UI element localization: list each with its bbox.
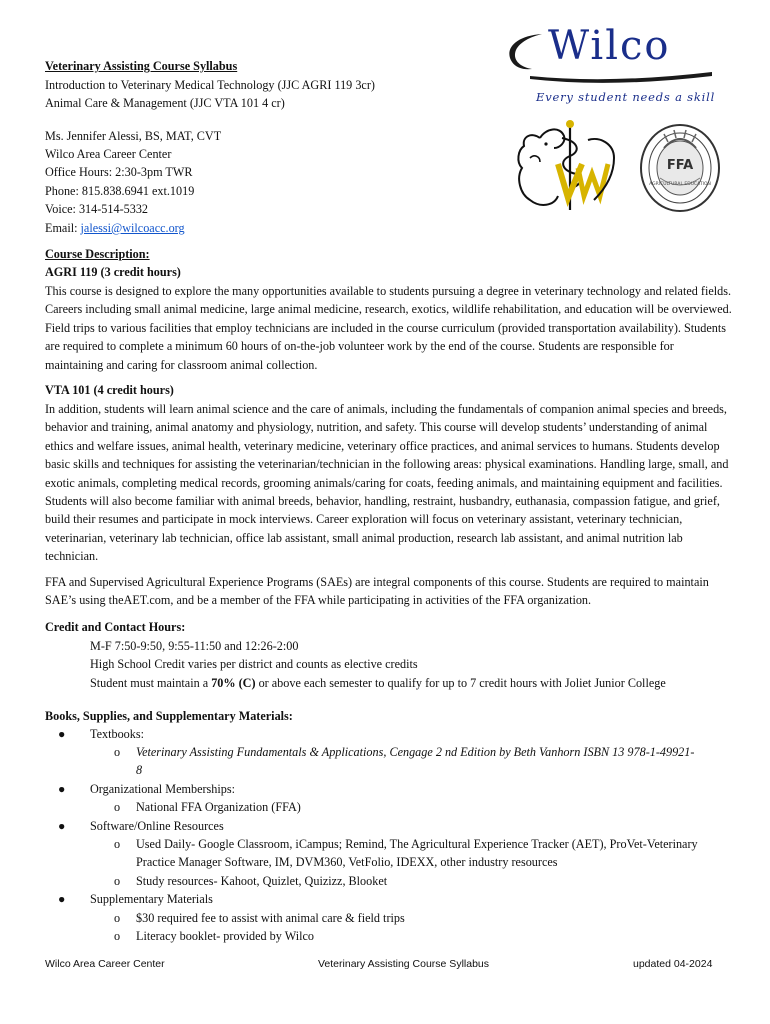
membership-ffa: National FFA Organization (FFA) (136, 800, 301, 814)
ffa-sae-paragraph: FFA and Supervised Agricultural Experience Programs (SAEs) are integral components of this course. Students are required to maintain SAE’s using theAET.com, and be a member of the FFA while participating in activities of the FFA organization. (45, 575, 709, 608)
voice: Voice: 314-514-5332 (45, 202, 149, 216)
hs-credit: High School Credit varies per district and counts as elective credits (90, 657, 418, 671)
credit-heading: Credit and Contact Hours: (45, 620, 186, 634)
textbook-title: Veterinary Assisting Fundamentals & Applications, Cengage 2 nd Edition by Beth Vanhorn ISBN 13 978-1-49921-8 (136, 745, 695, 778)
course-line-agri: Introduction to Veterinary Medical Technology (JJC AGRI 119 3cr) (45, 78, 375, 92)
instructor-name: Ms. Jennifer Alessi, BS, MAT, CVT (45, 129, 222, 143)
page-title: Veterinary Assisting Course Syllabus (45, 59, 238, 73)
footer-center: Veterinary Assisting Course Syllabus (318, 958, 489, 970)
credit-req-post: or above each semester to qualify for up to 7 credit hours with Joliet Junior College (255, 676, 666, 690)
sub-bullet-icon: o (114, 929, 121, 943)
career-center: Wilco Area Career Center (45, 147, 172, 161)
course-description-heading: Course Description: (45, 247, 150, 261)
credit-req-pre: Student must maintain a (90, 676, 212, 690)
contact-hours: M-F 7:50-9:50, 9:55-11:50 and 12:26-2:00 (90, 639, 299, 653)
dog-cat-caduceus-icon (510, 118, 628, 218)
email-line (45, 219, 185, 237)
agri-description: This course is designed to explore the many opportunities available to students pursuing a degree in veterinary technology and related fields. Careers including small animal medicine, large animal medicine, research, exotics, wildlife rehabilitation, and education will be overviewed. Field trips to various facilities that employ technicians are included in the course curriculum (provided transportation availability). Students are required to complete a minimum 60 hours of on-the-job volunteer work by the end of the course. Students are responsible for maintaining and caring for classroom animal collection. (45, 284, 732, 372)
supplementary-fee: $30 required fee to assist with animal care & field trips (136, 911, 405, 925)
wilco-tagline: Every student needs a skill (536, 90, 716, 104)
bullet-icon: ● (58, 782, 66, 796)
books-heading: Books, Supplies, and Supplementary Materials: (45, 709, 293, 723)
sub-bullet-icon: o (114, 911, 121, 925)
supplementary-booklet: Literacy booklet- provided by Wilco (136, 929, 314, 943)
ffa-ring-text: AGRICULTURAL EDUCATION (649, 182, 711, 187)
bullet-icon: ● (58, 819, 66, 833)
wilco-wordmark: Wilco (548, 23, 671, 69)
vet-assisting-logo (510, 118, 628, 218)
course-line-vta: Animal Care & Management (JJC VTA 101 4 cr) (45, 96, 285, 110)
credit-requirement (90, 674, 666, 692)
footer-right: updated 04-2024 (633, 958, 713, 970)
office-hours: Office Hours: 2:30-3pm TWR (45, 165, 193, 179)
phone: Phone: 815.838.6941 ext.1019 (45, 184, 195, 198)
email-label: Email: (45, 221, 78, 235)
email-link[interactable]: jalessi@wilcoacc.org (80, 221, 185, 235)
list-item-textbooks: Textbooks: (90, 727, 144, 741)
sub-bullet-icon: o (114, 837, 121, 851)
list-item-software: Software/Online Resources (90, 819, 224, 833)
wilco-logo (500, 22, 715, 110)
agri-heading: AGRI 119 (3 credit hours) (45, 265, 181, 279)
software-study: Study resources- Kahoot, Quizlet, Quizizz, Blooket (136, 874, 388, 888)
bullet-icon: ● (58, 892, 66, 906)
bullet-icon: ● (58, 727, 66, 741)
credit-req-grade: 70% (C) (211, 676, 256, 690)
list-item-memberships: Organizational Memberships: (90, 782, 235, 796)
list-item-supplementary: Supplementary Materials (90, 892, 213, 906)
sub-bullet-icon: o (114, 874, 121, 888)
vta-heading: VTA 101 (4 credit hours) (45, 383, 174, 397)
ffa-seal-text: FFA (666, 158, 694, 173)
ffa-seal (638, 122, 722, 214)
footer-left: Wilco Area Career Center (45, 958, 165, 970)
sub-bullet-icon: o (114, 745, 121, 759)
software-daily: Used Daily- Google Classroom, iCampus; Remind, The Agricultural Experience Tracker (AET), ProVet-Veterinary Practice Manager Software, IM, DVM360, VetFolio, IDEXX, other industry resources (136, 837, 698, 870)
vta-description: In addition, students will learn animal science and the care of animals, including the fundamentals of companion animal species and breeds, behavior and training, animal anatomy and physiology, nutrition, and safety. This course will develop students’ understanding of animal ethics and welfare issues, animal health, veterinary medicine, veterinary office practices, and animal services to humans. Students develop basic skills and techniques for assisting the veterinarian/technician in the following areas: physical examinations. Handling large, small, and exotic animals, completing medical records, grooming animals/caring for coats, feeding animals, and maintaining equipment and facilities. Students will also become familiar with animal breeds, behavior, handling, restraint, husbandry, euthanasia, compassion fatigue, and grief, build their resumes and participate in mock interviews. Career exploration will focus on veterinary assistant, veterinary technician, veterinarian, veterinary lab technician, office lab assistant, small animal production, research lab assistant, and animal nutrition lab technician. (45, 402, 729, 564)
sub-bullet-icon: o (114, 800, 121, 814)
